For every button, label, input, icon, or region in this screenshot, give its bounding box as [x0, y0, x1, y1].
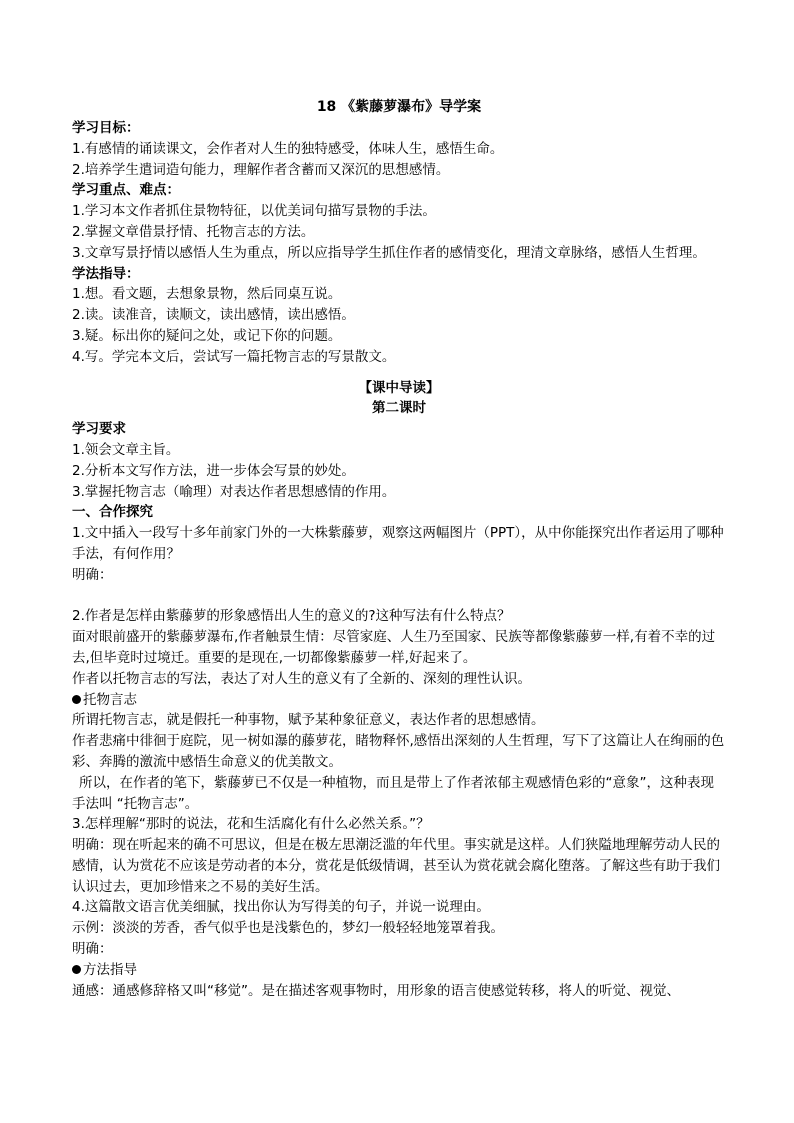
question-4: 4.这篇散文语言优美细腻，找出你认为写得美的句子，并说一说理由。 — [72, 899, 490, 916]
requirement-item: 1.领会文章主旨。 — [72, 441, 180, 458]
requirement-item: 3.掌握托物言志（喻理）对表达作者思想感情的作用。 — [72, 483, 396, 500]
answer-paragraph: 作者以托物言志的写法，表达了对人生的意义有了全新的、深刻的理性认识。 — [72, 670, 531, 687]
method-item: 1.想。看文题，去想象景物，然后同桌互说。 — [72, 286, 342, 303]
example-sentence: 示例：淡淡的芳香，香气似乎也是浅紫色的，梦幻一般轻轻地笼罩着我。 — [72, 920, 504, 937]
note-heading — [72, 960, 726, 981]
focus-item: 1.学习本文作者抓住景物特征，以优美词句描写景物的手法。 — [72, 203, 436, 220]
requirements-heading: 学习要求 — [72, 421, 126, 438]
method-item: 4.写。学完本文后，尝试写一篇托物言志的写景散文。 — [72, 348, 396, 365]
document-title: 18 《紫藤萝瀑布》导学案 — [316, 99, 482, 115]
answer-label: 明确： — [72, 941, 113, 958]
answer-paragraph: 明确：现在听起来的确不可思议，但是在极左思潮泛滥的年代里。事实就是这样。人们狭隘地理解劳动人民的感情，认为赏花不应该是劳动者的本分，赏花是低级情调，甚至认为赏花就会腐化堕落。了解这些有助于我们认识过去，更加珍惜来之不易的美好生活。 — [72, 837, 720, 895]
goal-item: 1.有感情的诵读课文，会作者对人生的独特感受，体味人生，感悟生命。 — [72, 140, 504, 157]
method-item: 2.读。读准音，读顺文，读出感情，读出感悟。 — [72, 307, 355, 324]
note-paragraph: 所谓托物言志，就是假托一种事物，赋予某种象征意义，表达作者的思想感情。 — [72, 712, 545, 729]
spacer — [72, 368, 726, 378]
focus-heading: 学习重点、难点： — [72, 182, 180, 199]
requirement-item: 2.分析本文写作方法，进一步体会写景的妙处。 — [72, 462, 355, 479]
question-1: 1.文中插入一段写十多年前家门外的一大株紫藤萝，观察这两幅图片（PPT），从中你能探究出作者运用了哪种手法，有何作用？ — [72, 525, 724, 562]
spacer — [72, 586, 726, 607]
method-item: 3.疑。标出你的疑问之处，或记下你的问题。 — [72, 327, 342, 344]
question-2: 2.作者是怎样由紫藤萝的形象感悟出人生的意义的?这种写法有什么特点？ — [72, 608, 511, 625]
question-3: 3.怎样理解“那时的说法，花和生活腐化有什么必然关系。”？ — [72, 816, 430, 833]
note-paragraph: 通感：通感修辞格又叫“移觉”。是在描述客观事物时，用形象的语言使感觉转移，将人的听觉、视觉、 — [72, 982, 680, 999]
note-heading — [72, 690, 726, 711]
note-heading-text: 托物言志 — [83, 691, 137, 708]
goals-heading: 学习目标： — [72, 120, 140, 136]
bullet-icon — [72, 965, 81, 974]
note-paragraph: 所以，在作者的笔下，紫藤萝已不仅是一种植物，而且是带上了作者浓郁主观感情色彩的“意象”，这种表现手法叫 “托物言志”。 — [72, 774, 714, 812]
answer-label: 明确： — [72, 566, 113, 583]
goal-item: 2.培养学生遣词造句能力，理解作者含蓄而又深沉的思想感情。 — [72, 161, 450, 178]
section-title: 【课中导读】 — [358, 379, 440, 396]
focus-item: 3.文章写景抒情以感悟人生为重点，所以应指导学生抓住作者的感情变化，理清文章脉络，感悟人生哲理。 — [72, 244, 706, 261]
note-heading-text: 方法指导 — [83, 961, 137, 978]
method-heading: 学法指导： — [72, 265, 140, 282]
focus-item: 2.掌握文章借景抒情、托物言志的方法。 — [72, 223, 315, 240]
bullet-icon — [72, 695, 81, 704]
lesson-title: 第二课时 — [372, 400, 426, 417]
note-paragraph: 作者悲痛中徘徊于庭院，见一树如瀑的藤萝花，睹物释怀,感悟出深刻的人生哲理，写下了这篇让人在绚丽的色彩、奔腾的激流中感悟生命意义的优美散文。 — [72, 733, 725, 770]
coop-heading: 一、合作探究 — [72, 504, 153, 521]
document-page — [72, 97, 726, 1001]
answer-paragraph: 面对眼前盛开的紫藤萝瀑布,作者触景生情：尽管家庭、人生乃至国家、民族等都像紫藤萝一样,有着不幸的过去,但毕竟时过境迁。重要的是现在,一切都像紫藤萝一样,好起来了。 — [72, 629, 716, 666]
